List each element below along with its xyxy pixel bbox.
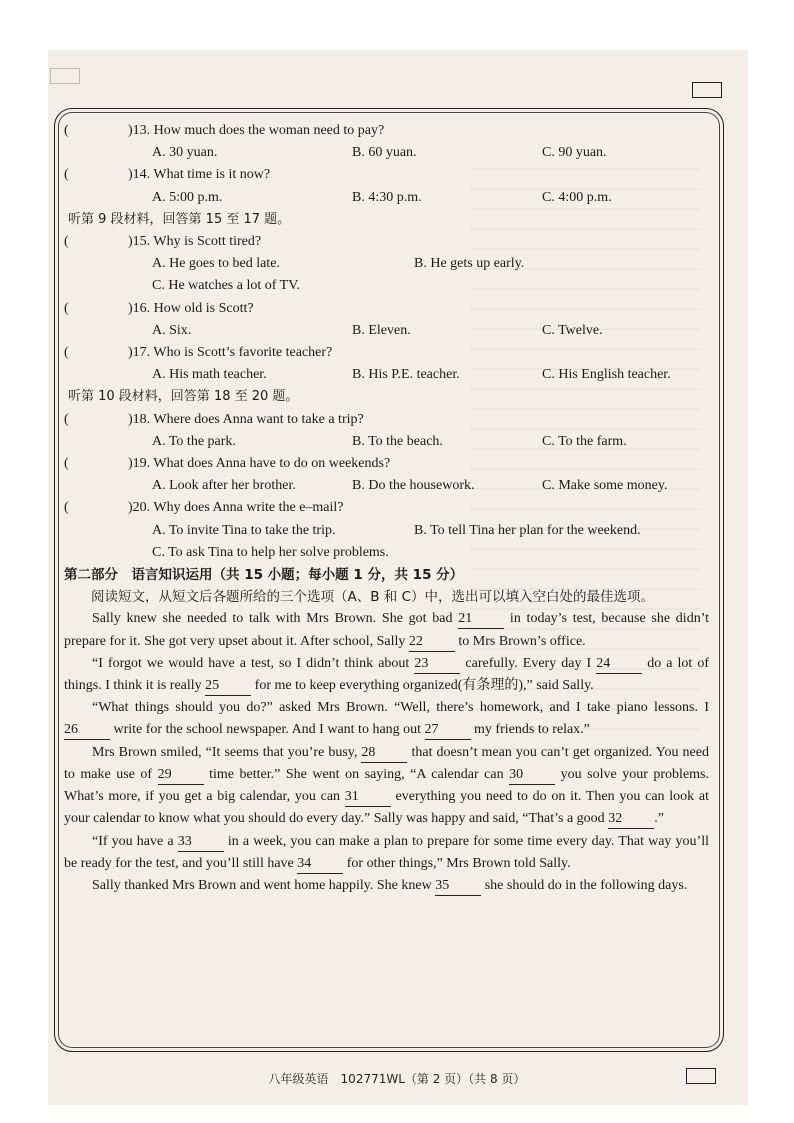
question-20	[64, 497, 709, 519]
blank-22[interactable]: 22	[409, 633, 455, 652]
blank-28[interactable]: 28	[361, 744, 407, 763]
option-a: A. 30 yuan.	[152, 145, 218, 161]
blank-27[interactable]: 27	[425, 721, 471, 740]
section-note-15-17: 听第 9 段材料，回答第 15 至 17 题。	[68, 211, 291, 227]
passage-paragraph-4	[64, 742, 709, 831]
question-text: )17. Who is Scott’s favorite teacher?	[128, 345, 333, 361]
answer-paren[interactable]: (	[64, 500, 69, 516]
option-b: B. 60 yuan.	[352, 145, 417, 161]
option-a: A. Six.	[152, 322, 192, 338]
options-18	[64, 431, 709, 453]
top-right-box	[692, 82, 722, 98]
passage-text: carefully. Every day I	[460, 655, 597, 671]
passage-text: my friends to relax.”	[470, 722, 590, 738]
answer-paren[interactable]: (	[64, 456, 69, 472]
passage-text: time better.” She went on saying, “A calendar can	[203, 766, 510, 782]
options-17	[64, 364, 709, 386]
passage-text: “What things should you do?” asked Mrs Brown. “Well, there’s homework, and I take piano lessons. I	[92, 700, 709, 716]
blank-26[interactable]: 26	[64, 721, 110, 740]
page-footer: 八年级英语 102771WL（第 2 页）（共 8 页）	[268, 1072, 526, 1086]
passage-text: Sally thanked Mrs Brown and went home happily. She knew	[92, 877, 436, 893]
blank-30[interactable]: 30	[509, 766, 555, 785]
passage-paragraph-3	[64, 697, 709, 741]
option-a: A. To invite Tina to take the trip.	[152, 522, 336, 538]
blank-29[interactable]: 29	[158, 766, 204, 785]
answer-paren[interactable]: (	[64, 411, 69, 427]
option-c: C. 4:00 p.m.	[542, 189, 612, 205]
part-2-title: 第二部分 语言知识运用（共 15 小题；每小题 1 分，共 15 分）	[64, 567, 464, 584]
options-16	[64, 320, 709, 342]
question-text: )14. What time is it now?	[128, 167, 271, 183]
passage-text: in today’s test, because she didn’t prepare for it. She got very upset about it. After school, Sally	[64, 611, 709, 649]
passage-text: Sally knew she needed to talk with Mrs Brown. She got bad	[92, 611, 459, 627]
question-14	[64, 164, 709, 186]
passage-text: to Mrs Brown’s office.	[454, 633, 586, 649]
blank-32[interactable]: 32	[608, 810, 654, 829]
question-text: )13. How much does the woman need to pay?	[128, 123, 385, 138]
answer-paren[interactable]: (	[64, 345, 69, 361]
answer-paren[interactable]: (	[64, 123, 69, 138]
blank-33[interactable]: 33	[178, 833, 224, 852]
passage-text: “If you have a	[92, 833, 178, 849]
part-2-instructions: 阅读短文，从短文后各题所给的三个选项（A、B 和 C）中，选出可以填入空白处的最佳选项。	[91, 589, 655, 606]
options-19	[64, 475, 709, 497]
question-text: )16. How old is Scott?	[128, 300, 254, 316]
question-text: )20. Why does Anna write the e–mail?	[128, 500, 344, 516]
option-a: A. 5:00 p.m.	[152, 189, 223, 205]
option-b: B. He gets up early.	[414, 256, 525, 272]
answer-paren[interactable]: (	[64, 234, 69, 250]
question-13	[64, 120, 709, 142]
blank-34[interactable]: 34	[297, 855, 343, 874]
blank-21[interactable]: 21	[458, 610, 504, 629]
blank-23[interactable]: 23	[414, 655, 460, 674]
options-20-ab	[64, 520, 709, 542]
passage-paragraph-2	[64, 653, 709, 697]
passage-text: do a lot of things. I think it is really	[64, 655, 710, 694]
option-b: B. To tell Tina her plan for the weekend.	[414, 522, 641, 538]
option-c: C. He watches a lot of TV.	[152, 278, 301, 294]
blank-31[interactable]: 31	[345, 788, 391, 807]
passage-text: in a week, you can make a plan to prepare for some time every day. That way you’ll be ready for the test, and you’ll still have	[64, 833, 709, 871]
question-text: )19. What does Anna have to do on weekends?	[128, 456, 391, 472]
question-18	[64, 409, 709, 431]
passage-text: you solve your problems. What’s more, if you get a big calendar, you can	[64, 766, 709, 805]
option-b: B. His P.E. teacher.	[352, 367, 460, 383]
question-15	[64, 231, 709, 253]
passage-text: write for the school newspaper. And I want to hang out	[110, 722, 425, 738]
option-c: C. 90 yuan.	[542, 145, 607, 161]
passage-paragraph-6	[64, 875, 709, 897]
option-c: C. Twelve.	[542, 322, 603, 338]
option-c: C. Make some money.	[542, 478, 668, 494]
passage-text: .”	[654, 811, 664, 827]
question-16	[64, 298, 709, 320]
option-c: C. His English teacher.	[542, 367, 671, 383]
blank-25[interactable]: 25	[205, 677, 251, 696]
option-a: A. To the park.	[152, 433, 236, 449]
top-left-box	[50, 68, 80, 84]
option-b: B. Do the housework.	[352, 478, 475, 494]
option-b: B. 4:30 p.m.	[352, 189, 422, 205]
options-13	[64, 142, 709, 164]
passage-text: she should do in the following days.	[481, 877, 688, 893]
question-text: )15. Why is Scott tired?	[128, 234, 262, 250]
option-b: B. Eleven.	[352, 322, 411, 338]
passage-paragraph-1	[64, 608, 709, 652]
option-c: C. To ask Tina to help her solve problems.	[152, 544, 389, 560]
passage-text: that doesn’t mean you can’t get organized. You need to make use of	[64, 744, 709, 782]
question-19	[64, 453, 709, 475]
section-note-18-20: 听第 10 段材料，回答第 18 至 20 题。	[68, 389, 299, 405]
answer-paren[interactable]: (	[64, 300, 69, 316]
blank-35[interactable]: 35	[435, 877, 481, 896]
option-c: C. To the farm.	[542, 433, 627, 449]
options-15-ab	[64, 253, 709, 275]
passage-text: for other things,” Mrs Brown told Sally.	[343, 855, 571, 871]
question-17	[64, 342, 709, 364]
answer-paren[interactable]: (	[64, 167, 69, 183]
question-text: )18. Where does Anna want to take a trip?	[128, 411, 364, 427]
option-a: A. He goes to bed late.	[152, 256, 280, 272]
option-a: A. His math teacher.	[152, 367, 267, 383]
option-b: B. To the beach.	[352, 433, 443, 449]
passage-text: “I forgot we would have a test, so I didn’t think about	[92, 655, 415, 671]
passage-text: Mrs Brown smiled, “It seems that you’re busy,	[92, 744, 362, 760]
options-14	[64, 187, 709, 209]
passage-text: for me to keep everything organized(有条理的),” said Sally.	[251, 678, 594, 694]
option-a: A. Look after her brother.	[152, 478, 296, 494]
question-content	[64, 120, 709, 897]
passage-text: everything you need to do on it. Then you can look at your calendar to know what you should do every day.” Sally was happy and said, “That’s a good	[64, 789, 709, 827]
blank-24[interactable]: 24	[596, 655, 642, 674]
passage-paragraph-5	[64, 831, 709, 875]
